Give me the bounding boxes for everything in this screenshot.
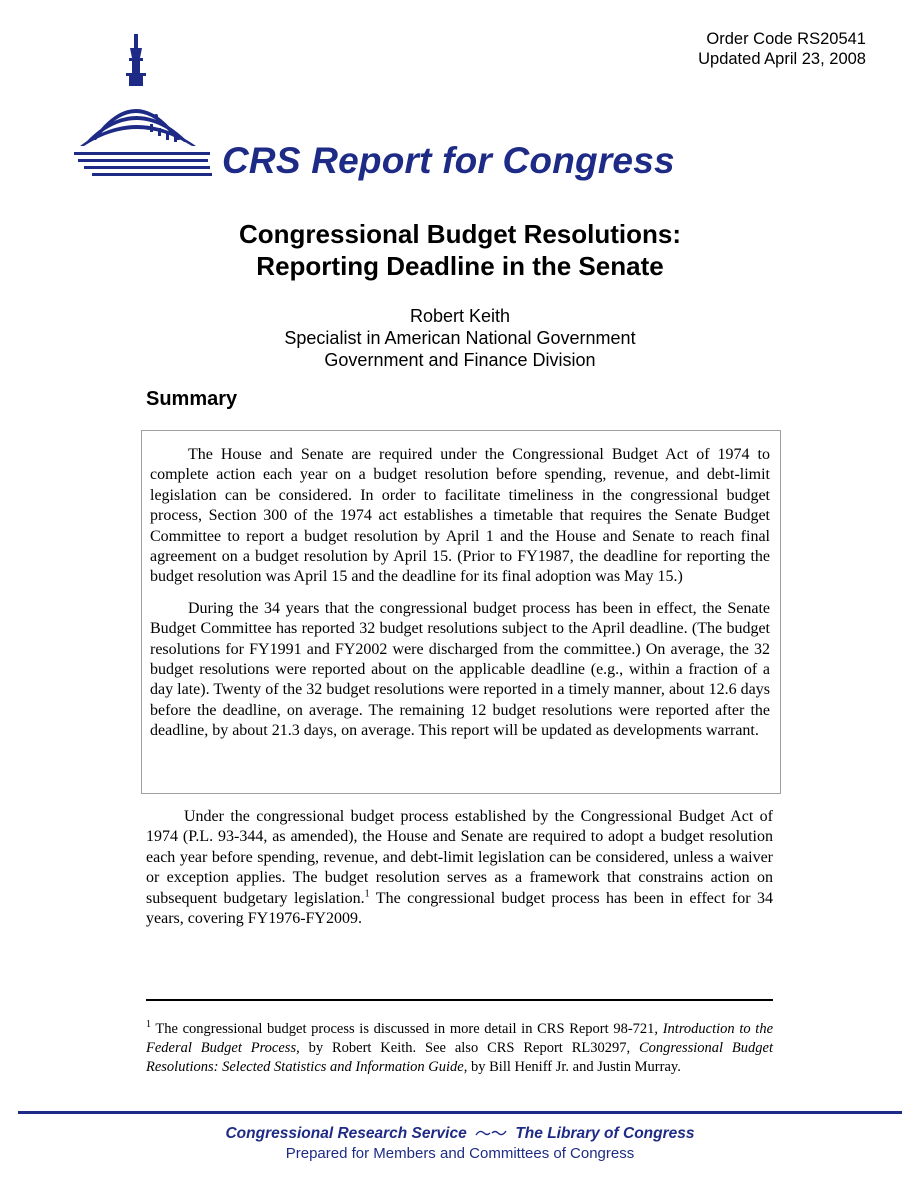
body-text (146, 807, 773, 929)
footnote-reference[interactable]: 1 (364, 888, 370, 900)
author-position: Specialist in American National Government (284, 328, 636, 348)
footer-prepared-line: Prepared for Members and Committees of Congress (285, 1145, 635, 1162)
updated-date: Updated April 23, 2008 (698, 50, 866, 68)
body-text-part-2: The congressional budget process has been in effect for 34 years, covering FY1976-FY2009. (146, 889, 774, 928)
body-text-part-1: Under the congressional budget process established by the Congressional Budget Act of 1974 (P.L. 93-344, as amended), the House and Senate are required to adopt a budget resolution each year before spending, revenue, and debt-limit legislation can be considered, unless a waiver or exception applies. The budget resolution serves as a framework that constrains action on subsequent budgetary legislation. (146, 808, 773, 907)
footnote-text-c: , by Bill Heniff Jr. and Justin Murray. (463, 1059, 681, 1075)
footer-loc: The Library of Congress (515, 1125, 695, 1142)
body-paragraph (146, 807, 773, 929)
report-series-title: CRS Report for Congress (222, 140, 675, 181)
footnote-divider (146, 999, 773, 1001)
footer-organization-line (0, 1125, 920, 1143)
document-title (0, 218, 920, 282)
author-name: Robert Keith (409, 306, 511, 326)
flourish-separator-icon (475, 1125, 507, 1143)
footer-divider (18, 1111, 902, 1114)
summary-paragraph-2: During the 34 years that the congressional budget process has been in effect, the Senate Budget Committee has reported 32 budget resolutions subject to the April deadline. (The budget resolutions for FY1991 and FY2002 were discharged from the committee.) On average, the 32 budget resolutions were reported about on the applicable deadline (e.g., within a fraction of a day late). Twenty of the 32 budget resolutions were reported in a timely manner, about 12.6 days before the deadline, on average. The remaining 12 budget resolutions were reported after the deadline, by about 21.3 days, on average. This report will be updated as developments warrant. (150, 599, 770, 740)
order-code-block (698, 29, 866, 69)
capitol-dome-icon (72, 28, 222, 188)
footnote-text-b: , by Robert Keith. See also CRS Report RL30297, (296, 1040, 639, 1056)
author-division: Government and Finance Division (324, 350, 596, 370)
footer-crs: Congressional Research Service (225, 1125, 467, 1142)
footnote-title-a: Introduction to the Federal Budget Process (146, 1021, 774, 1056)
summary-box (141, 430, 781, 794)
title-line-1: Congressional Budget Resolutions: (238, 219, 682, 249)
summary-heading: Summary (146, 388, 238, 410)
author-block (0, 305, 920, 371)
footnote-text-a: The congressional budget process is discussed in more detail in CRS Report 98-721, (151, 1021, 663, 1037)
summary-paragraph-1: The House and Senate are required under the Congressional Budget Act of 1974 to complete action each year on a budget resolution before spending, revenue, and debt-limit legislation can be considered. In order to facilitate timeliness in the congressional budget process, Section 300 of the 1974 act establishes a timetable that requires the Senate Budget Committee to report a budget resolution by April 1 and the House and Senate to reach final agreement on a budget resolution by April 15. (Prior to FY1987, the deadline for reporting the budget resolution was April 15 and the deadline for its final adoption was May 15.) (150, 446, 770, 586)
order-code: Order Code RS20541 (706, 30, 866, 48)
footnote-title-b: Congressional Budget Resolutions: Selected Statistics and Information Guide (146, 1040, 773, 1075)
footnote-number: 1 (146, 1019, 151, 1031)
title-line-2: Reporting Deadline in the Senate (256, 251, 664, 281)
footnote (146, 1020, 773, 1077)
